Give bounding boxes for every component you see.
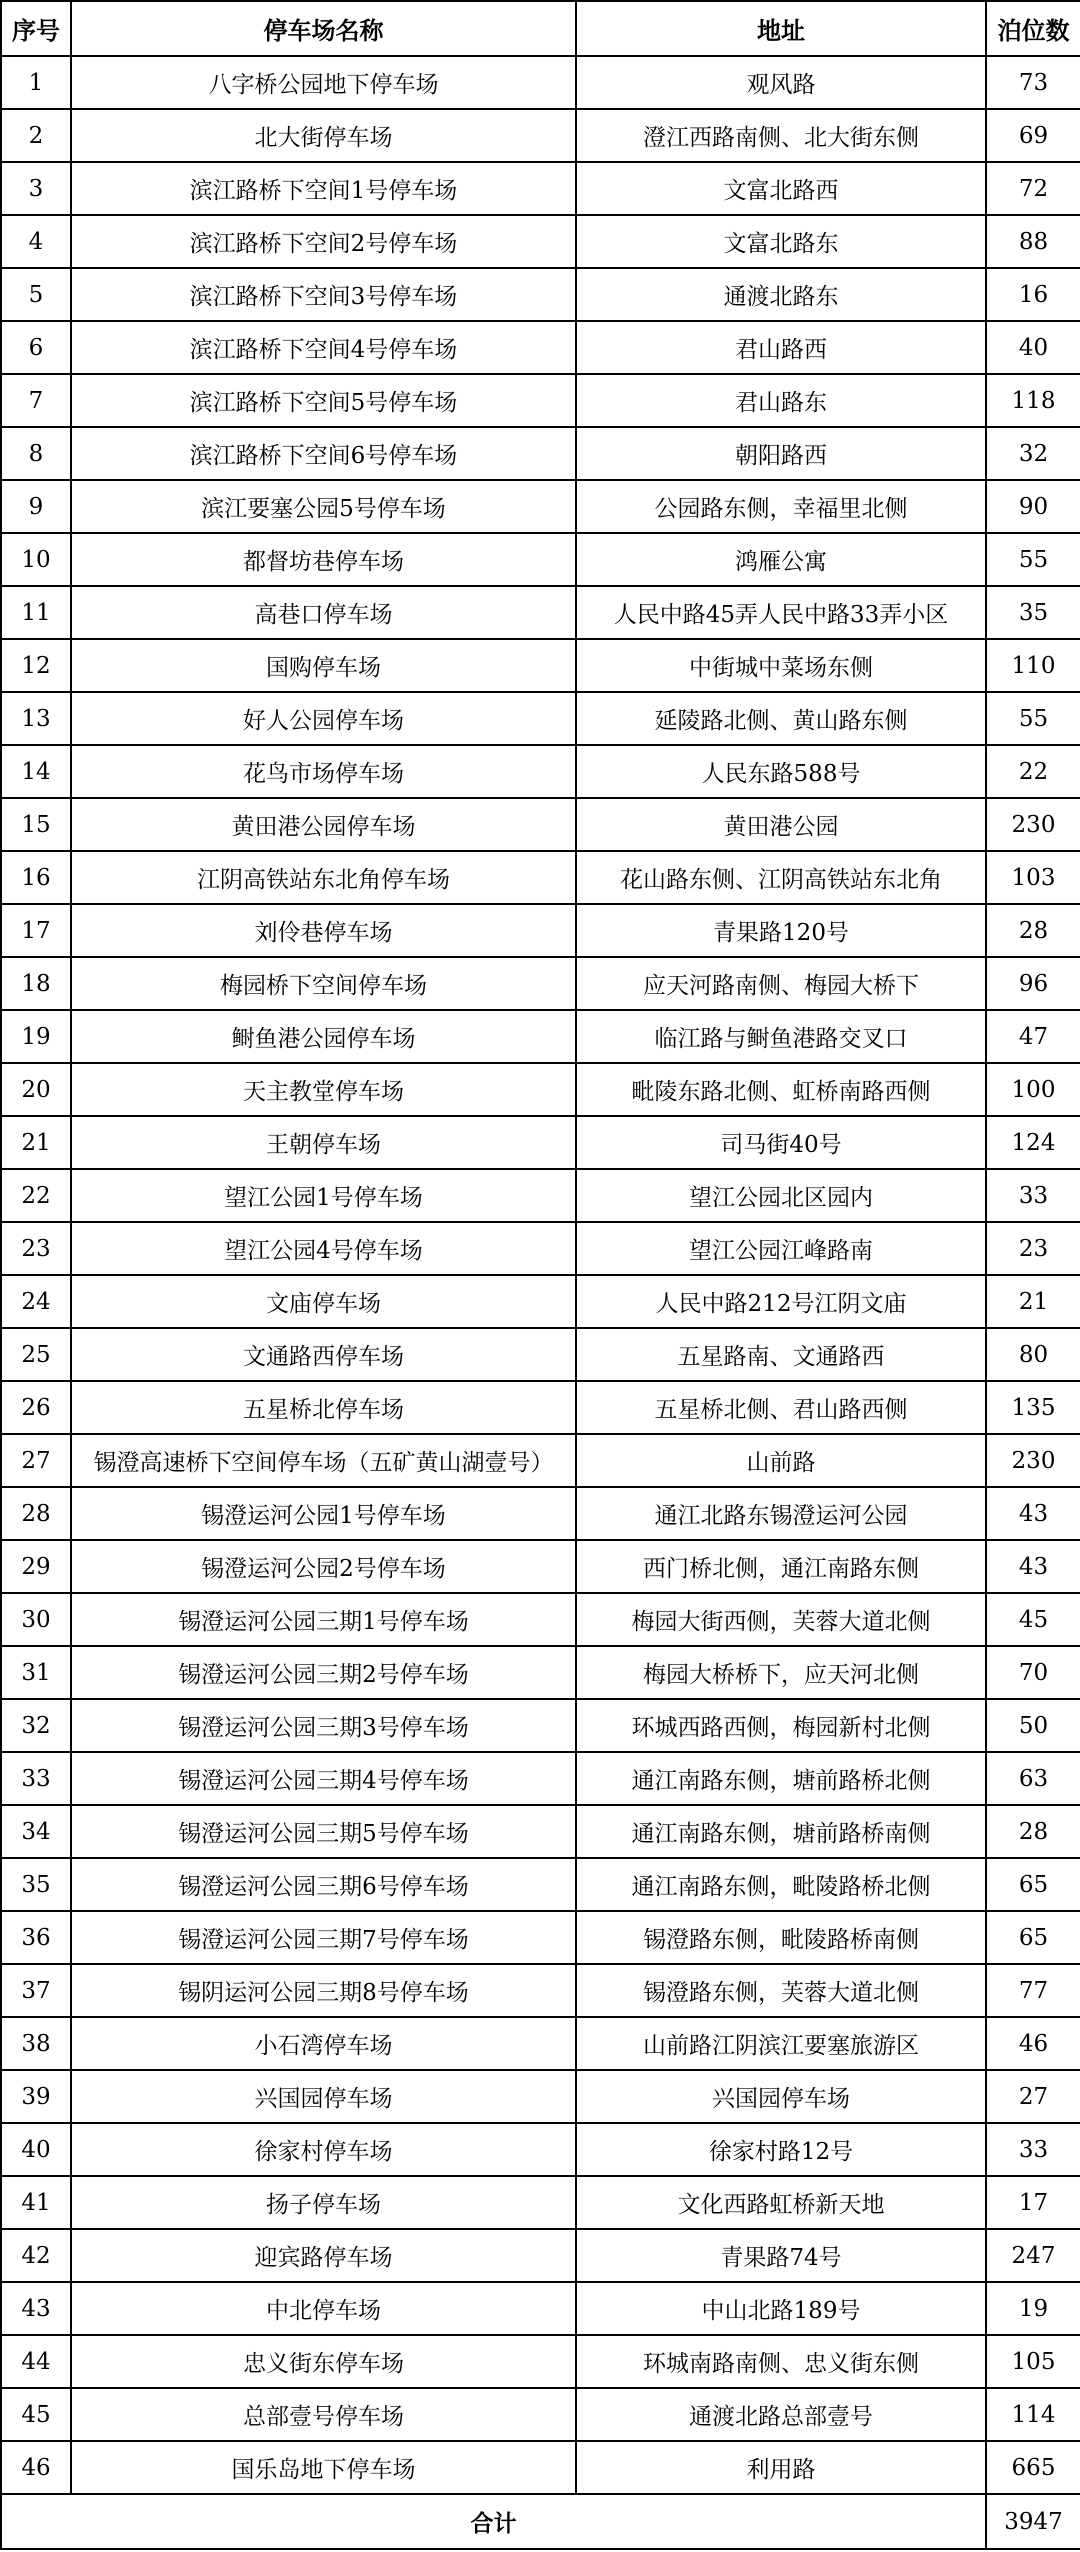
space-count: 247 [986, 2229, 1080, 2282]
table-row [1, 1434, 1080, 1487]
row-index: 37 [1, 1964, 71, 2017]
row-index: 36 [1, 1911, 71, 1964]
lot-name: 小石湾停车场 [71, 2017, 576, 2070]
lot-address: 望江公园北区园内 [576, 1169, 986, 1222]
table-row [1, 215, 1080, 268]
table-row [1, 904, 1080, 957]
table-row [1, 2441, 1080, 2494]
space-count: 32 [986, 427, 1080, 480]
lot-name: 国购停车场 [71, 639, 576, 692]
table-header [1, 1, 1080, 56]
lot-name: 鲥鱼港公园停车场 [71, 1010, 576, 1063]
table-row [1, 1964, 1080, 2017]
space-count: 17 [986, 2176, 1080, 2229]
lot-name: 滨江要塞公园5号停车场 [71, 480, 576, 533]
lot-address: 鸿雁公寓 [576, 533, 986, 586]
lot-name: 国乐岛地下停车场 [71, 2441, 576, 2494]
lot-name: 花鸟市场停车场 [71, 745, 576, 798]
table-row [1, 2229, 1080, 2282]
row-index: 16 [1, 851, 71, 904]
lot-name: 中北停车场 [71, 2282, 576, 2335]
space-count: 43 [986, 1540, 1080, 1593]
lot-address: 文富北路西 [576, 162, 986, 215]
lot-address: 利用路 [576, 2441, 986, 2494]
lot-address: 锡澄路东侧，毗陵路桥南侧 [576, 1911, 986, 1964]
lot-address: 君山路东 [576, 374, 986, 427]
space-count: 69 [986, 109, 1080, 162]
table-row [1, 1010, 1080, 1063]
space-count: 63 [986, 1752, 1080, 1805]
lot-address: 通江南路东侧，塘前路桥北侧 [576, 1752, 986, 1805]
lot-name: 滨江路桥下空间2号停车场 [71, 215, 576, 268]
lot-name: 黄田港公园停车场 [71, 798, 576, 851]
lot-address: 五星路南、文通路西 [576, 1328, 986, 1381]
row-index: 3 [1, 162, 71, 215]
lot-address: 延陵路北侧、黄山路东侧 [576, 692, 986, 745]
lot-name: 扬子停车场 [71, 2176, 576, 2229]
table-row [1, 1222, 1080, 1275]
lot-name: 锡阴运河公园三期8号停车场 [71, 1964, 576, 2017]
row-index: 25 [1, 1328, 71, 1381]
lot-name: 锡澄运河公园三期6号停车场 [71, 1858, 576, 1911]
table-row [1, 1593, 1080, 1646]
row-index: 17 [1, 904, 71, 957]
space-count: 80 [986, 1328, 1080, 1381]
lot-address: 应天河路南侧、梅园大桥下 [576, 957, 986, 1010]
lot-name: 总部壹号停车场 [71, 2388, 576, 2441]
lot-address: 毗陵东路北侧、虹桥南路西侧 [576, 1063, 986, 1116]
space-count: 33 [986, 2123, 1080, 2176]
space-count: 100 [986, 1063, 1080, 1116]
row-index: 35 [1, 1858, 71, 1911]
row-index: 2 [1, 109, 71, 162]
lot-name: 梅园桥下空间停车场 [71, 957, 576, 1010]
lot-address: 通渡北路东 [576, 268, 986, 321]
table-row [1, 639, 1080, 692]
lot-address: 文化西路虹桥新天地 [576, 2176, 986, 2229]
table-row [1, 2388, 1080, 2441]
header-index: 序号 [1, 1, 71, 56]
row-index: 29 [1, 1540, 71, 1593]
space-count: 230 [986, 798, 1080, 851]
lot-name: 江阴高铁站东北角停车场 [71, 851, 576, 904]
lot-address: 公园路东侧，幸福里北侧 [576, 480, 986, 533]
lot-name: 锡澄运河公园2号停车场 [71, 1540, 576, 1593]
table-row [1, 2070, 1080, 2123]
row-index: 22 [1, 1169, 71, 1222]
row-index: 28 [1, 1487, 71, 1540]
table-row [1, 1699, 1080, 1752]
space-count: 96 [986, 957, 1080, 1010]
space-count: 22 [986, 745, 1080, 798]
row-index: 4 [1, 215, 71, 268]
table-row [1, 1116, 1080, 1169]
lot-name: 刘伶巷停车场 [71, 904, 576, 957]
space-count: 50 [986, 1699, 1080, 1752]
lot-name: 滨江路桥下空间4号停车场 [71, 321, 576, 374]
table-body [1, 56, 1080, 2494]
lot-address: 环城西路西侧，梅园新村北侧 [576, 1699, 986, 1752]
row-index: 9 [1, 480, 71, 533]
total-value: 3947 [986, 2494, 1080, 2549]
space-count: 118 [986, 374, 1080, 427]
row-index: 1 [1, 56, 71, 109]
table-row [1, 2282, 1080, 2335]
space-count: 43 [986, 1487, 1080, 1540]
row-index: 45 [1, 2388, 71, 2441]
lot-name: 锡澄高速桥下空间停车场（五矿黄山湖壹号） [71, 1434, 576, 1487]
table-row [1, 1169, 1080, 1222]
space-count: 105 [986, 2335, 1080, 2388]
row-index: 14 [1, 745, 71, 798]
table-row [1, 56, 1080, 109]
table-row [1, 692, 1080, 745]
lot-name: 北大街停车场 [71, 109, 576, 162]
lot-address: 梅园大桥桥下，应天河北侧 [576, 1646, 986, 1699]
lot-name: 望江公园1号停车场 [71, 1169, 576, 1222]
space-count: 65 [986, 1858, 1080, 1911]
row-index: 32 [1, 1699, 71, 1752]
table-row [1, 2017, 1080, 2070]
table-row [1, 427, 1080, 480]
space-count: 45 [986, 1593, 1080, 1646]
lot-address: 青果路120号 [576, 904, 986, 957]
table-row [1, 798, 1080, 851]
row-index: 46 [1, 2441, 71, 2494]
row-index: 33 [1, 1752, 71, 1805]
space-count: 65 [986, 1911, 1080, 1964]
row-index: 42 [1, 2229, 71, 2282]
space-count: 27 [986, 2070, 1080, 2123]
header-spaces: 泊位数 [986, 1, 1080, 56]
row-index: 41 [1, 2176, 71, 2229]
table-row [1, 1752, 1080, 1805]
space-count: 19 [986, 2282, 1080, 2335]
lot-address: 文富北路东 [576, 215, 986, 268]
space-count: 103 [986, 851, 1080, 904]
header-lot-name: 停车场名称 [71, 1, 576, 56]
space-count: 110 [986, 639, 1080, 692]
table-row [1, 957, 1080, 1010]
lot-name: 五星桥北停车场 [71, 1381, 576, 1434]
lot-address: 徐家村路12号 [576, 2123, 986, 2176]
lot-address: 黄田港公园 [576, 798, 986, 851]
space-count: 70 [986, 1646, 1080, 1699]
table-row [1, 1328, 1080, 1381]
space-count: 665 [986, 2441, 1080, 2494]
table-row [1, 374, 1080, 427]
table-row [1, 745, 1080, 798]
lot-address: 山前路 [576, 1434, 986, 1487]
table-row [1, 1063, 1080, 1116]
lot-address: 临江路与鲥鱼港路交叉口 [576, 1010, 986, 1063]
row-index: 44 [1, 2335, 71, 2388]
lot-address: 山前路江阴滨江要塞旅游区 [576, 2017, 986, 2070]
space-count: 28 [986, 904, 1080, 957]
lot-name: 兴国园停车场 [71, 2070, 576, 2123]
space-count: 23 [986, 1222, 1080, 1275]
lot-address: 梅园大街西侧，芙蓉大道北侧 [576, 1593, 986, 1646]
lot-address: 青果路74号 [576, 2229, 986, 2282]
lot-address: 通江南路东侧，毗陵路桥北侧 [576, 1858, 986, 1911]
lot-address: 五星桥北侧、君山路西侧 [576, 1381, 986, 1434]
row-index: 5 [1, 268, 71, 321]
space-count: 230 [986, 1434, 1080, 1487]
space-count: 28 [986, 1805, 1080, 1858]
lot-address: 花山路东侧、江阴高铁站东北角 [576, 851, 986, 904]
row-index: 43 [1, 2282, 71, 2335]
lot-address: 兴国园停车场 [576, 2070, 986, 2123]
row-index: 19 [1, 1010, 71, 1063]
space-count: 46 [986, 2017, 1080, 2070]
lot-address: 锡澄路东侧，芙蓉大道北侧 [576, 1964, 986, 2017]
lot-name: 锡澄运河公园三期4号停车场 [71, 1752, 576, 1805]
table-row [1, 2335, 1080, 2388]
row-index: 15 [1, 798, 71, 851]
space-count: 73 [986, 56, 1080, 109]
lot-name: 八字桥公园地下停车场 [71, 56, 576, 109]
row-index: 23 [1, 1222, 71, 1275]
lot-name: 好人公园停车场 [71, 692, 576, 745]
table-row [1, 1487, 1080, 1540]
lot-name: 滨江路桥下空间5号停车场 [71, 374, 576, 427]
space-count: 114 [986, 2388, 1080, 2441]
lot-address: 通渡北路总部壹号 [576, 2388, 986, 2441]
lot-name: 王朝停车场 [71, 1116, 576, 1169]
lot-address: 通江北路东锡澄运河公园 [576, 1487, 986, 1540]
space-count: 55 [986, 533, 1080, 586]
row-index: 20 [1, 1063, 71, 1116]
table-row [1, 162, 1080, 215]
space-count: 16 [986, 268, 1080, 321]
total-label: 合计 [1, 2494, 986, 2549]
table-row [1, 1911, 1080, 1964]
row-index: 21 [1, 1116, 71, 1169]
row-index: 6 [1, 321, 71, 374]
lot-name: 文通路西停车场 [71, 1328, 576, 1381]
row-index: 26 [1, 1381, 71, 1434]
lot-address: 人民东路588号 [576, 745, 986, 798]
table-row [1, 1646, 1080, 1699]
lot-address: 观风路 [576, 56, 986, 109]
space-count: 124 [986, 1116, 1080, 1169]
table-row [1, 2123, 1080, 2176]
table-row [1, 1275, 1080, 1328]
lot-address: 环城南路南侧、忠义街东侧 [576, 2335, 986, 2388]
row-index: 40 [1, 2123, 71, 2176]
row-index: 10 [1, 533, 71, 586]
row-index: 7 [1, 374, 71, 427]
lot-name: 锡澄运河公园1号停车场 [71, 1487, 576, 1540]
lot-name: 滨江路桥下空间3号停车场 [71, 268, 576, 321]
lot-name: 锡澄运河公园三期1号停车场 [71, 1593, 576, 1646]
lot-address: 通江南路东侧，塘前路桥南侧 [576, 1805, 986, 1858]
lot-name: 徐家村停车场 [71, 2123, 576, 2176]
lot-name: 都督坊巷停车场 [71, 533, 576, 586]
lot-name: 锡澄运河公园三期7号停车场 [71, 1911, 576, 1964]
table-row [1, 321, 1080, 374]
total-row [1, 2494, 1080, 2549]
lot-address: 西门桥北侧，通江南路东侧 [576, 1540, 986, 1593]
row-index: 24 [1, 1275, 71, 1328]
lot-name: 高巷口停车场 [71, 586, 576, 639]
lot-name: 迎宾路停车场 [71, 2229, 576, 2282]
lot-address: 朝阳路西 [576, 427, 986, 480]
row-index: 11 [1, 586, 71, 639]
lot-address: 望江公园江峰路南 [576, 1222, 986, 1275]
header-row [1, 1, 1080, 56]
lot-name: 滨江路桥下空间1号停车场 [71, 162, 576, 215]
lot-name: 锡澄运河公园三期5号停车场 [71, 1805, 576, 1858]
row-index: 12 [1, 639, 71, 692]
table-row [1, 533, 1080, 586]
lot-address: 君山路西 [576, 321, 986, 374]
space-count: 88 [986, 215, 1080, 268]
lot-name: 望江公园4号停车场 [71, 1222, 576, 1275]
space-count: 55 [986, 692, 1080, 745]
lot-name: 忠义街东停车场 [71, 2335, 576, 2388]
space-count: 77 [986, 1964, 1080, 2017]
row-index: 31 [1, 1646, 71, 1699]
space-count: 90 [986, 480, 1080, 533]
table-row [1, 109, 1080, 162]
space-count: 135 [986, 1381, 1080, 1434]
row-index: 18 [1, 957, 71, 1010]
row-index: 39 [1, 2070, 71, 2123]
table-row [1, 586, 1080, 639]
table-footer [1, 2494, 1080, 2549]
space-count: 40 [986, 321, 1080, 374]
table-row [1, 1858, 1080, 1911]
lot-address: 澄江西路南侧、北大街东侧 [576, 109, 986, 162]
table-row [1, 1381, 1080, 1434]
row-index: 8 [1, 427, 71, 480]
row-index: 30 [1, 1593, 71, 1646]
space-count: 33 [986, 1169, 1080, 1222]
table-row [1, 1540, 1080, 1593]
space-count: 21 [986, 1275, 1080, 1328]
lot-address: 司马街40号 [576, 1116, 986, 1169]
space-count: 47 [986, 1010, 1080, 1063]
space-count: 72 [986, 162, 1080, 215]
lot-name: 锡澄运河公园三期2号停车场 [71, 1646, 576, 1699]
row-index: 38 [1, 2017, 71, 2070]
row-index: 27 [1, 1434, 71, 1487]
header-address: 地址 [576, 1, 986, 56]
table-row [1, 851, 1080, 904]
lot-address: 人民中路212号江阴文庙 [576, 1275, 986, 1328]
lot-name: 锡澄运河公园三期3号停车场 [71, 1699, 576, 1752]
lot-name: 滨江路桥下空间6号停车场 [71, 427, 576, 480]
lot-address: 中街城中菜场东侧 [576, 639, 986, 692]
lot-name: 文庙停车场 [71, 1275, 576, 1328]
lot-name: 天主教堂停车场 [71, 1063, 576, 1116]
space-count: 35 [986, 586, 1080, 639]
lot-address: 中山北路189号 [576, 2282, 986, 2335]
table-row [1, 480, 1080, 533]
row-index: 34 [1, 1805, 71, 1858]
table-row [1, 268, 1080, 321]
table-row [1, 2176, 1080, 2229]
row-index: 13 [1, 692, 71, 745]
table-row [1, 1805, 1080, 1858]
lot-address: 人民中路45弄人民中路33弄小区 [576, 586, 986, 639]
